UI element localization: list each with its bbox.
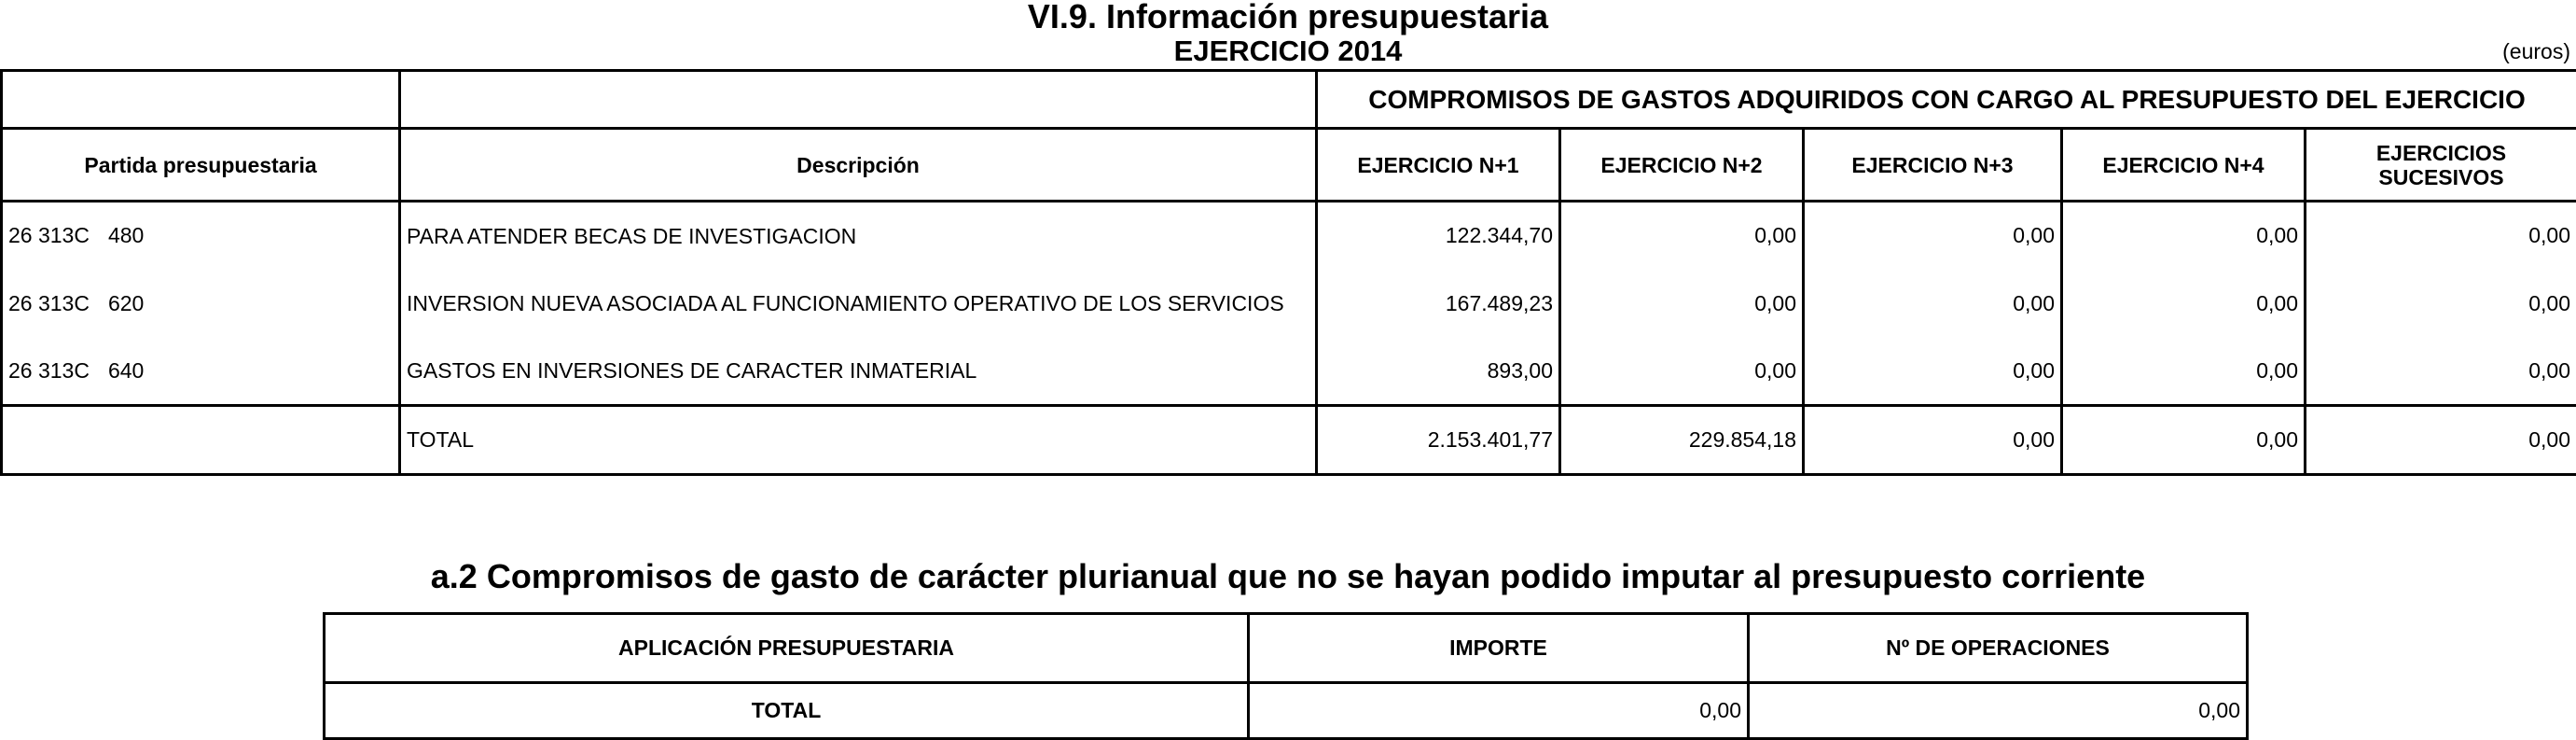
n4-cell: 0,00	[2062, 202, 2306, 270]
sucesivos-cell: 0,00	[2306, 270, 2576, 338]
descripcion-cell: GASTOS EN INVERSIONES DE CARACTER INMATERIAL	[400, 338, 1317, 406]
column-header-operaciones: Nº DE OPERACIONES	[1749, 614, 2248, 683]
descripcion-cell: PARA ATENDER BECAS DE INVESTIGACION	[400, 202, 1317, 270]
column-header-partida: Partida presupuestaria	[2, 129, 400, 202]
units-label: (euros)	[2502, 39, 2570, 63]
column-header-n4: EJERCICIO N+4	[2062, 129, 2306, 202]
sucesivos-cell: 0,00	[2306, 202, 2576, 270]
n3-cell: 0,00	[1804, 202, 2062, 270]
concepto-code: 620	[107, 290, 145, 315]
partida-code: 26 313C	[8, 223, 90, 248]
total-n1: 2.153.401,77	[1317, 406, 1560, 475]
partida-cell	[2, 202, 400, 270]
total-n3: 0,00	[1804, 406, 2062, 475]
n2-cell: 0,00	[1560, 338, 1804, 406]
concepto-code: 480	[107, 223, 145, 248]
n2-cell: 0,00	[1560, 202, 1804, 270]
table-row	[2, 270, 2576, 338]
plurianual-table	[323, 612, 2249, 740]
partida-cell	[2, 270, 400, 338]
partida-code: 26 313C	[8, 290, 90, 315]
column-header-n1: EJERCICIO N+1	[1317, 129, 1560, 202]
total-empty-cell	[2, 406, 400, 475]
column-header-aplicacion: APLICACIÓN PRESUPUESTARIA	[325, 614, 1249, 683]
descripcion-cell: INVERSION NUEVA ASOCIADA AL FUNCIONAMIENTO OPERATIVO DE LOS SERVICIOS	[400, 270, 1317, 338]
n4-cell: 0,00	[2062, 270, 2306, 338]
total-row	[325, 683, 2248, 739]
table-row	[2, 338, 2576, 406]
n3-cell: 0,00	[1804, 338, 2062, 406]
n1-cell: 122.344,70	[1317, 202, 1560, 270]
column-header-importe: IMPORTE	[1249, 614, 1749, 683]
n1-cell: 893,00	[1317, 338, 1560, 406]
total-sucesivos: 0,00	[2306, 406, 2576, 475]
n2-cell: 0,00	[1560, 270, 1804, 338]
page-title: VI.9. Información presupuestaria	[1027, 0, 1549, 35]
total-row	[2, 406, 2576, 475]
section-a2-title: a.2 Compromisos de gasto de carácter plurianual que no se hayan podido imputar al presupuesto corriente	[430, 557, 2146, 595]
n3-cell: 0,00	[1804, 270, 2062, 338]
commitments-table	[0, 69, 2576, 476]
total-n4: 0,00	[2062, 406, 2306, 475]
column-header-n3: EJERCICIO N+3	[1804, 129, 2062, 202]
total-n2: 229.854,18	[1560, 406, 1804, 475]
page-subtitle: EJERCICIO 2014	[1173, 35, 1403, 67]
concepto-code: 640	[107, 357, 145, 383]
partida-code: 26 313C	[8, 357, 90, 383]
n4-cell: 0,00	[2062, 338, 2306, 406]
group-header: COMPROMISOS DE GASTOS ADQUIRIDOS CON CARGO AL PRESUPUESTO DEL EJERCICIO	[1317, 71, 2576, 129]
total-label: TOTAL	[400, 406, 1317, 475]
total-operaciones: 0,00	[1749, 683, 2248, 739]
header-empty-cell	[2, 71, 400, 129]
partida-cell	[2, 338, 400, 406]
column-header-descripcion: Descripción	[400, 129, 1317, 202]
header-empty-cell	[400, 71, 1317, 129]
total-label: TOTAL	[325, 683, 1249, 739]
n1-cell: 167.489,23	[1317, 270, 1560, 338]
table-row	[2, 202, 2576, 270]
column-header-n2: EJERCICIO N+2	[1560, 129, 1804, 202]
total-importe: 0,00	[1249, 683, 1749, 739]
sucesivos-cell: 0,00	[2306, 338, 2576, 406]
column-header-sucesivos: EJERCICIOS SUCESIVOS	[2306, 129, 2576, 202]
